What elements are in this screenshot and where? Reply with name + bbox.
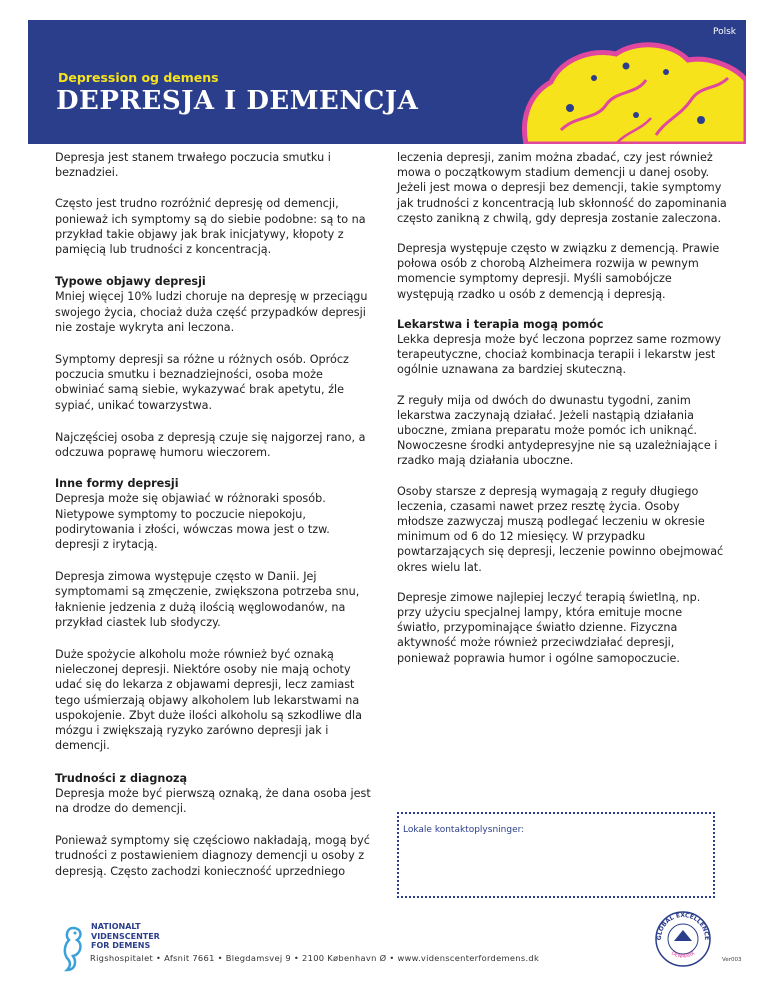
paragraph bbox=[397, 590, 727, 666]
seahorse-logo-icon bbox=[57, 924, 87, 974]
language-label: Polsk bbox=[712, 27, 736, 37]
paragraph-text: Osoby starsze z depresją wymagają z reguły długiego leczenia, czasami nawet przez resztę życia. Osoby młodsze zazwyczaj muszą podlegać leczeniu w okresie minimum od 6 do 12 miesięcy. W przypadku powtarzających się depresji, leczenie powinno obejmować okres wielu lat. bbox=[397, 484, 724, 574]
paragraph-text: Depresje zimowe najlepiej leczyć terapią świetlną, np. przy użyciu specjalnej lampy, która emituje mocne światło, przypominające światło dzienne. Fizyczna aktywność może również przeciwdziałać depresji, ponieważ poprawia humor i ogólne samopoczucie. bbox=[397, 590, 701, 665]
logo-line-3: FOR DEMENS bbox=[91, 941, 151, 950]
left-column bbox=[55, 150, 373, 879]
paragraph bbox=[55, 833, 373, 879]
paragraph-text: Depresja zimowa występuje często w Danii. Jej symptomami są zmęczenie, zwiększona potrzeba snu, łaknienie jedzenia z dużą ilością węglowodanów, na przykład ciastek lub słodyczy. bbox=[55, 570, 360, 629]
logo-line-2: VIDENSCENTER bbox=[91, 931, 160, 941]
paragraph bbox=[397, 241, 727, 302]
footer-address: Rigshospitalet • Afsnit 7661 • Blegdamsvej 9 • 2100 København Ø • www.videnscenterfordemens.dk bbox=[90, 953, 540, 963]
logo-line-1: NATIONALT bbox=[91, 922, 141, 931]
paragraph-text: Z reguły mija od dwóch do dwunastu tygodni, zanim lekarstwa zaczynają działać. Jeżeli nastąpią działania uboczne, zmiana preparatu może pomóc ich uniknąć. Nowoczesne środki antydepresyjne nie są uzależniające i rzadko mają działania uboczne. bbox=[397, 393, 718, 468]
paragraph-text: Depresja może być pierwszą oznaką, że dana osoba jest na drodze do demencji. bbox=[55, 786, 371, 815]
badge-bottom-text: DENMARK bbox=[670, 950, 696, 960]
paragraph bbox=[397, 484, 727, 575]
paragraph-text: Często jest trudno rozróżnić depresję od demencji, ponieważ ich symptomy są do siebie podobne: są to na przykład takie objawy jak brak inicjatywy, kłopoty z pamięcią lub trudności z koncentracją. bbox=[55, 197, 366, 257]
header-banner bbox=[28, 20, 746, 144]
institution-logo-text bbox=[91, 922, 160, 951]
brain-illustration bbox=[466, 20, 746, 144]
contact-info-box bbox=[397, 812, 715, 898]
paragraph bbox=[55, 430, 373, 460]
page-title: DEPRESJA I DEMENCJA bbox=[56, 86, 419, 116]
paragraph bbox=[397, 150, 727, 226]
paragraph bbox=[55, 569, 373, 630]
version-label: Ver003 bbox=[722, 957, 742, 963]
section-heading: Trudności z diagnozą bbox=[55, 771, 188, 785]
paragraph bbox=[55, 196, 373, 257]
paragraph-text: Depresja jest stanem trwałego poczucia smutku i beznadziei. bbox=[55, 151, 331, 180]
subtitle: Depression og demens bbox=[58, 70, 219, 85]
section-heading: Inne formy depresji bbox=[55, 477, 179, 491]
paragraph bbox=[397, 393, 727, 469]
paragraph-text: Depresja występuje często w związku z demencją. Prawie połowa osób z chorobą Alzheimera rozwija w pewnym momencie symptomy depresji. Myśli samobójcze występują rzadko u osób z demencją i depresją. bbox=[397, 242, 720, 301]
paragraph bbox=[55, 150, 373, 180]
paragraph-text: leczenia depresji, zanim można zbadać, czy jest również mowa o początkowym stadium demencji u danej osoby. Jeżeli jest mowa o depresji bez demencji, takie symptomy jak trudności z koncentracją lub skłonność do zapominania często zanikną z chwilą, gdy depresja zostanie zaleczona. bbox=[397, 151, 727, 225]
paragraph-text: Duże spożycie alkoholu może również być oznaką nieleczonej depresji. Niektóre osoby nie mają ochoty udać się do lekarza z objawami depresji, lecz zamiast tego uśmierzają objawy alkoholem lub lekarstwami na uspokojenie. Zbyt duże ilości alkoholu są szkodliwe dla mózgu i zwiększają ryzyko zarówno depresji jak i demencji. bbox=[55, 648, 362, 753]
badge-top-text: GLOBAL EXCELLENCE bbox=[655, 911, 711, 941]
paragraph bbox=[55, 647, 373, 753]
section-heading: Typowe objawy depresji bbox=[55, 275, 206, 289]
paragraph-text: Mniej więcej 10% ludzi choruje na depresję w przeciągu swojego życia, chociaż duża część przypadków depresji nie zostaje wykryta ani leczona. bbox=[55, 290, 368, 334]
paragraph-text: Lekka depresja może być leczona poprzez same rozmowy terapeutyczne, chociaż kombinacja terapii i lekarstw jest ogólnie uznawana za bardziej skuteczną. bbox=[397, 333, 722, 377]
paragraph-text: Najczęściej osoba z depresją czuje się najgorzej rano, a odczuwa poprawę humoru wieczorem. bbox=[55, 430, 366, 460]
section-heading: Lekarstwa i terapia mogą pomóc bbox=[397, 317, 604, 331]
paragraph bbox=[397, 317, 727, 378]
paragraph-text: Ponieważ symptomy się częściowo nakładają, mogą być trudności z postawieniem diagnozy demencji u osoby z depresją. Często zachodzi konieczność uprzedniego bbox=[55, 834, 370, 878]
paragraph-text: Depresja może się objawiać w różnoraki sposób. Nietypowe symptomy to poczucie niepokoju, podirytowania i złości, wówczas mowa jest o tzw. depresji z irytacją. bbox=[55, 492, 330, 552]
global-excellence-badge-icon bbox=[652, 908, 714, 970]
paragraph bbox=[55, 274, 373, 335]
contact-label: Lokale kontaktoplysninger: bbox=[403, 825, 525, 835]
paragraph bbox=[55, 352, 373, 413]
paragraph-text: Symptomy depresji sa różne u różnych osób. Oprócz poczucia smutku i beznadziejności, osoba może obwiniać samą siebie, wykazywać brak apetytu, źle sypiać, unikać towarzystwa. bbox=[55, 353, 349, 412]
right-column bbox=[397, 150, 727, 666]
paragraph bbox=[55, 771, 373, 817]
paragraph bbox=[55, 476, 373, 552]
